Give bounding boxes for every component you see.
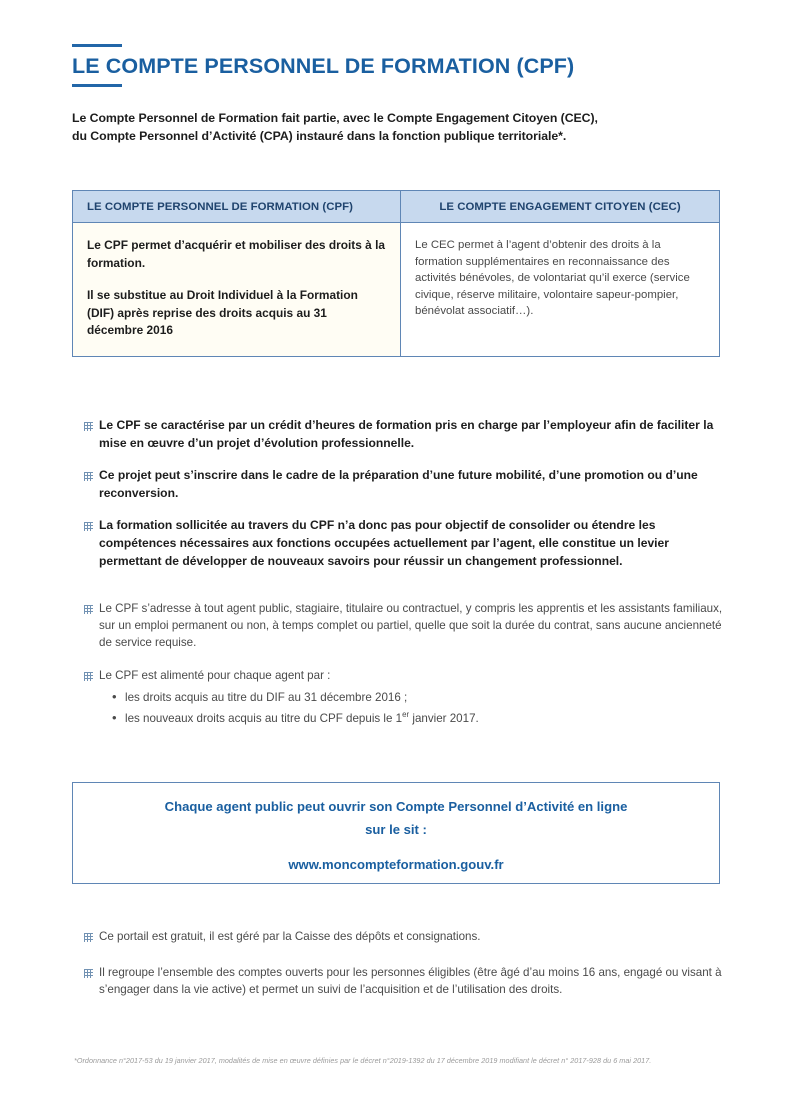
title-block: [72, 44, 722, 87]
callout-box: [72, 782, 720, 884]
list-item-text: Il regroupe l’ensemble des comptes ouverts pour les personnes éligibles (être âgé d’au moins 16 ans, engagé ou visant à s’engager dans la vie active) et permet un suivi de l’acquisition et de l’utilisation des droits.: [99, 966, 722, 996]
list-item-text: Ce portail est gratuit, il est géré par la Caisse des dépôts et consignations.: [99, 930, 481, 943]
list-item: [84, 516, 728, 570]
sub-list-item-text-before: les nouveaux droits acquis au titre du CPF depuis le 1: [125, 712, 403, 725]
title-accent-bar-top: [72, 44, 122, 47]
table-header-row: [73, 191, 719, 223]
intro-paragraph: [72, 110, 732, 145]
sub-list-item: [99, 710, 728, 727]
grid-square-bullet-icon: [84, 522, 93, 531]
title-accent-bar-bottom: [72, 84, 122, 87]
grid-square-bullet-icon: [84, 933, 93, 942]
cpf-paragraph-1: Le CPF permet d’acquérir et mobiliser des droits à la formation.: [87, 238, 386, 270]
table-cell-cpf: [73, 223, 401, 356]
grid-square-bullet-icon: [84, 472, 93, 481]
grid-square-bullet-icon: [84, 672, 93, 681]
comparison-table: [72, 190, 720, 357]
list-item: [84, 416, 728, 452]
page-title: LE COMPTE PERSONNEL DE FORMATION (CPF): [72, 54, 575, 78]
ordinal-suffix: er: [402, 710, 410, 720]
bullet-list-tertiary: [84, 928, 728, 998]
callout-line-1: Chaque agent public peut ouvrir son Compte Personnel d’Activité en ligne: [164, 798, 628, 814]
footnote: *Ordonnance n°2017-53 du 19 janvier 2017, modalités de mise en œuvre définies par le décret n°2019-1392 du 17 décembre 2019 modifiant le décret n° 2017-928 du 6 mai 2017.: [74, 1056, 652, 1065]
list-item-text: Le CPF se caractérise par un crédit d’heures de formation pris en charge par l’employeur afin de faciliter la mise en œuvre d’un projet d’évolution professionnelle.: [99, 418, 714, 450]
sub-list-item-text-after: janvier 2017.: [409, 712, 479, 725]
table-header-cpf: LE COMPTE PERSONNEL DE FORMATION (CPF): [73, 191, 401, 222]
bullet-list-primary: [84, 416, 728, 570]
list-item-group: [99, 667, 728, 727]
table-header-cec: LE COMPTE ENGAGEMENT CITOYEN (CEC): [439, 201, 681, 213]
list-item-text: Ce projet peut s’inscrire dans le cadre de la préparation d’une future mobilité, d’une promotion ou d’une reconversion.: [99, 468, 698, 500]
list-item-text: Le CPF s’adresse à tout agent public, stagiaire, titulaire ou contractuel, y compris les apprentis et les assistants familiaux, sur un emploi permanent ou non, à temps complet ou partiel, quelle que soit la durée du contrat, sans aucune ancienneté de service requise.: [99, 602, 723, 649]
grid-square-bullet-icon: [84, 422, 93, 431]
table-body-row: [73, 223, 719, 356]
bullet-list-secondary: [84, 600, 728, 727]
list-item: [84, 667, 728, 727]
callout-url-link[interactable]: www.moncompteformation.gouv.fr: [288, 856, 504, 872]
grid-square-bullet-icon: [84, 969, 93, 978]
cpf-paragraph-2: Il se substitue au Droit Individuel à la Formation (DIF) après reprise des droits acquis au 31 décembre 2016: [87, 288, 358, 337]
list-item: [84, 466, 728, 502]
list-item-text: Le CPF est alimenté pour chaque agent par :: [99, 669, 331, 682]
list-item: [84, 928, 728, 945]
callout-line-2: sur le sit :: [365, 821, 427, 837]
intro-line-1: Le Compte Personnel de Formation fait partie, avec le Compte Engagement Citoyen (CEC),: [72, 111, 598, 125]
list-item-text: La formation sollicitée au travers du CPF n’a donc pas pour objectif de consolider ou étendre les compétences nécessaires aux fonctions occupées actuellement par l’agent, elle constitue un levier permettant de développer de nouveaux savoirs pour réussir un changement professionnel.: [99, 518, 669, 568]
list-item: [84, 600, 728, 651]
table-cell-cec: [401, 223, 719, 356]
grid-square-bullet-icon: [84, 605, 93, 614]
list-item: [84, 964, 728, 998]
sub-list-item: • les droits acquis au titre du DIF au 31 décembre 2016 ;: [99, 689, 728, 706]
sub-bullet-list: [99, 689, 728, 727]
cec-paragraph-1: Le CEC permet à l’agent d’obtenir des droits à la formation supplémentaires en reconnaissance des activités bénévoles, de volontariat qu’il exerce (service civique, réserve militaire, volontaire sapeur-pompier, bénévolat associatif…).: [415, 239, 690, 317]
intro-line-2: du Compte Personnel d’Activité (CPA) instauré dans la fonction publique territoriale*.: [72, 128, 567, 143]
